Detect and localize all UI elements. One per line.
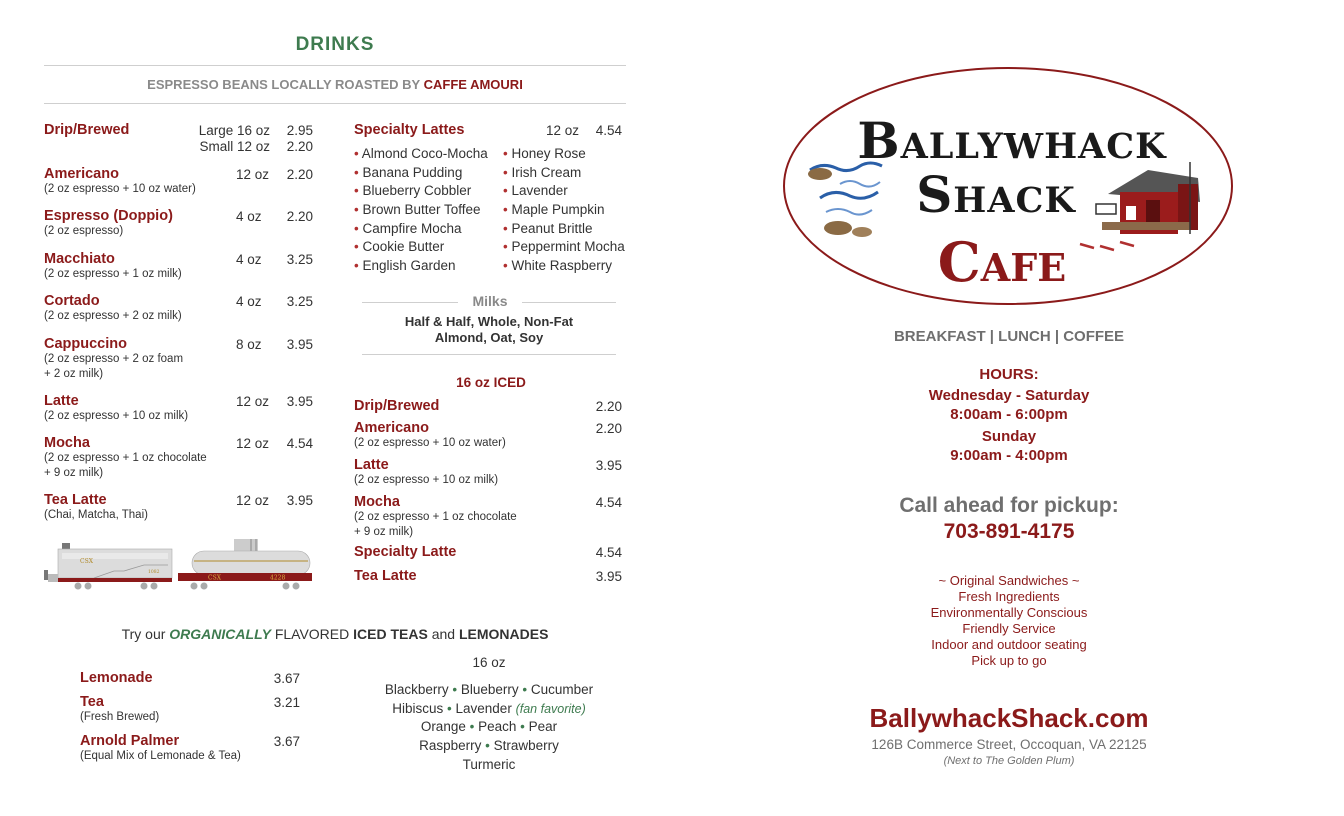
item-name: Americano [44, 166, 119, 182]
iced-title: 16 oz ICED [456, 375, 526, 390]
item-desc: (2 oz espresso) [44, 225, 124, 237]
item-price: 3.95 [595, 569, 622, 584]
item-price: 2.20 [286, 209, 313, 224]
item-size: 12 oz [236, 436, 270, 451]
item-price: 3.95 [286, 493, 313, 508]
list-item: ~ Original Sandwiches ~ [938, 573, 1080, 588]
list-item: Fresh Ingredients [958, 589, 1060, 604]
item-price: 3.67 [273, 671, 300, 686]
item-desc: (Equal Mix of Lemonade & Tea) [80, 750, 241, 762]
item-price: 4.54 [595, 545, 622, 560]
milks-line: Almond, Oat, Soy [434, 330, 544, 345]
item-desc: (2 oz espresso + 10 oz milk) [354, 474, 499, 486]
list-item: • Peppermint Mocha [503, 239, 625, 255]
item-name: Latte [354, 457, 389, 473]
item-price: 4.54 [595, 495, 622, 510]
item-price: 3.67 [273, 734, 300, 749]
item-price: 3.25 [286, 252, 313, 267]
item-size: Large 16 oz [198, 123, 270, 138]
flavor-line: Turmeric [462, 756, 516, 772]
flavor-column-1 [354, 146, 488, 277]
list-item: • Peanut Brittle [503, 220, 593, 236]
item-desc: (2 oz espresso + 10 oz milk) [44, 410, 189, 422]
hours-days: Wednesday - Saturday [928, 386, 1090, 404]
list-item [44, 208, 316, 239]
teas-headline: Try our ORGANICALLY FLAVORED ICED TEAS and LEMONADES [121, 626, 549, 642]
item-name: Cortado [44, 293, 100, 309]
item-name: Espresso (Doppio) [44, 208, 173, 224]
list-item [80, 670, 302, 686]
address-note: (Next to The Golden Plum) [943, 755, 1075, 767]
car-label: CSX [208, 574, 221, 582]
list-item [44, 293, 316, 324]
website-link[interactable]: BallywhackShack.com [869, 703, 1149, 733]
flavor-line: Raspberry • Strawberry [419, 738, 559, 754]
address: 126B Commerce Street, Occoquan, VA 22125 [871, 737, 1147, 752]
item-size: 4 oz [236, 209, 262, 224]
list-item: • Maple Pumpkin [503, 202, 605, 218]
item-size: Small 12 oz [199, 139, 270, 154]
item-name: Mocha [354, 494, 400, 510]
item-price: 2.20 [286, 167, 313, 182]
list-item: • White Raspberry [503, 258, 613, 274]
item-name: Cappuccino [44, 336, 127, 352]
item-name: Drip/Brewed [44, 122, 130, 138]
item-desc: (Fresh Brewed) [80, 711, 160, 723]
list-item [44, 492, 316, 523]
item-price: 3.95 [286, 337, 313, 352]
list-item [80, 694, 302, 725]
list-item: • Honey Rose [503, 146, 586, 161]
phone-number[interactable]: 703-891-4175 [943, 520, 1075, 543]
item-price: 3.25 [286, 294, 313, 309]
item-name: Tea Latte [44, 492, 107, 508]
milks-line: Half & Half, Whole, Non-Fat [404, 314, 574, 329]
item-name: Drip/Brewed [354, 398, 440, 414]
item-name: Specialty Latte [354, 544, 457, 560]
list-item: • Irish Cream [503, 164, 582, 180]
list-item: • Cookie Butter [354, 239, 445, 255]
hours-days: Sunday [981, 427, 1037, 445]
list-item: Pick up to go [971, 653, 1047, 668]
item-size: 8 oz [236, 337, 262, 352]
list-item [354, 568, 626, 584]
item-name: Lemonade [80, 670, 153, 686]
logo-line-3: Cafe [937, 230, 1067, 294]
item-name: Tea Latte [354, 568, 417, 584]
list-item [354, 544, 626, 560]
list-item: Indoor and outdoor seating [931, 637, 1087, 652]
list-item [80, 733, 302, 764]
train-illustration [44, 537, 314, 593]
call-ahead-label: Call ahead for pickup: [899, 494, 1119, 517]
divider [44, 65, 626, 66]
item-size: 12 oz [236, 493, 270, 508]
logo-line-2: Shack [916, 165, 1076, 224]
item-price: 2.95 [286, 123, 313, 138]
item-price: 4.54 [286, 436, 313, 451]
flavor-column-2 [503, 146, 625, 277]
divider [362, 354, 616, 355]
item-desc: (2 oz espresso + 10 oz water) [44, 183, 196, 195]
list-item [354, 494, 626, 539]
list-item [354, 420, 626, 451]
item-size: 12 oz [546, 123, 580, 138]
item-name: Tea [80, 694, 104, 710]
item-desc: (2 oz espresso + 2 oz foam + 2 oz milk) [44, 353, 184, 380]
milks-title: Milks [472, 293, 508, 309]
item-price: 3.95 [286, 394, 313, 409]
subtitle-prefix: ESPRESSO BEANS LOCALLY ROASTED BY [147, 77, 420, 92]
car-label: CSX [80, 558, 93, 565]
hours [860, 365, 1158, 466]
list-item: Friendly Service [962, 621, 1056, 636]
cafe-logo [780, 66, 1240, 311]
flavor-line: Hibiscus • Lavender (fan favorite) [392, 700, 586, 716]
item-size: 12 oz [236, 394, 270, 409]
item-desc: (2 oz espresso + 1 oz chocolate + 9 oz milk) [44, 452, 207, 479]
item-name: Latte [44, 393, 79, 409]
list-item: • Campfire Mocha [354, 220, 462, 236]
milks-options [362, 314, 616, 346]
drinks-subtitle [44, 77, 626, 92]
item-desc: (Chai, Matcha, Thai) [44, 509, 148, 521]
list-item: • Brown Butter Toffee [354, 202, 481, 218]
list-item [44, 393, 316, 424]
list-item: Environmentally Conscious [930, 605, 1088, 620]
item-name: Macchiato [44, 251, 115, 267]
list-item [44, 435, 316, 480]
item-price: 4.54 [595, 123, 622, 138]
item-size: 4 oz [236, 252, 262, 267]
hours-time: 9:00am - 4:00pm [950, 447, 1068, 464]
list-item: • Lavender [503, 183, 568, 199]
item-size: 4 oz [236, 294, 262, 309]
teas-size: 16 oz [472, 655, 506, 670]
item-price: 3.21 [273, 695, 300, 710]
tagline: BREAKFAST | LUNCH | COFFEE [893, 328, 1125, 345]
item-desc: (2 oz espresso + 2 oz milk) [44, 310, 182, 322]
list-item [354, 398, 626, 414]
item-price: 2.20 [286, 139, 313, 154]
drinks-title [44, 34, 626, 56]
logo-line-1: Ballywhack [857, 111, 1167, 170]
list-item: • English Garden [354, 258, 456, 274]
tea-flavors [350, 681, 628, 775]
item-desc: (2 oz espresso + 1 oz milk) [44, 268, 182, 280]
item-name: Americano [354, 420, 429, 436]
item-price: 3.95 [595, 458, 622, 473]
features-list [860, 573, 1158, 669]
flavor-line: Orange • Peach • Pear [420, 719, 558, 735]
list-item: • Blueberry Cobbler [354, 183, 472, 199]
hours-time: 8:00am - 6:00pm [950, 406, 1068, 423]
list-item: • Almond Coco-Mocha [354, 146, 488, 161]
item-desc: (2 oz espresso + 1 oz chocolate + 9 oz milk) [354, 511, 517, 538]
item-name: Mocha [44, 435, 90, 451]
list-item: • Banana Pudding [354, 164, 463, 180]
flavor-line: Blackberry • Blueberry • Cucumber [384, 682, 594, 697]
roaster-name: CAFFE AMOURI [423, 77, 523, 92]
item-price: 2.20 [595, 421, 622, 436]
divider [522, 302, 616, 303]
car-number: 4228 [270, 574, 286, 582]
list-item [44, 251, 316, 282]
item-size: 12 oz [236, 167, 270, 182]
item-price: 2.20 [595, 399, 622, 414]
drinks-title-text: DRINKS [295, 34, 375, 55]
car-number: 1082 [148, 570, 160, 575]
list-item [44, 166, 316, 197]
hours-label: HOURS: [979, 366, 1039, 383]
item-name: Arnold Palmer [80, 733, 180, 749]
list-item [354, 457, 626, 488]
list-item [44, 336, 316, 381]
specialty-title: Specialty Lattes [354, 122, 465, 138]
divider [44, 103, 626, 104]
divider [362, 302, 458, 303]
item-desc: (2 oz espresso + 10 oz water) [354, 437, 506, 449]
